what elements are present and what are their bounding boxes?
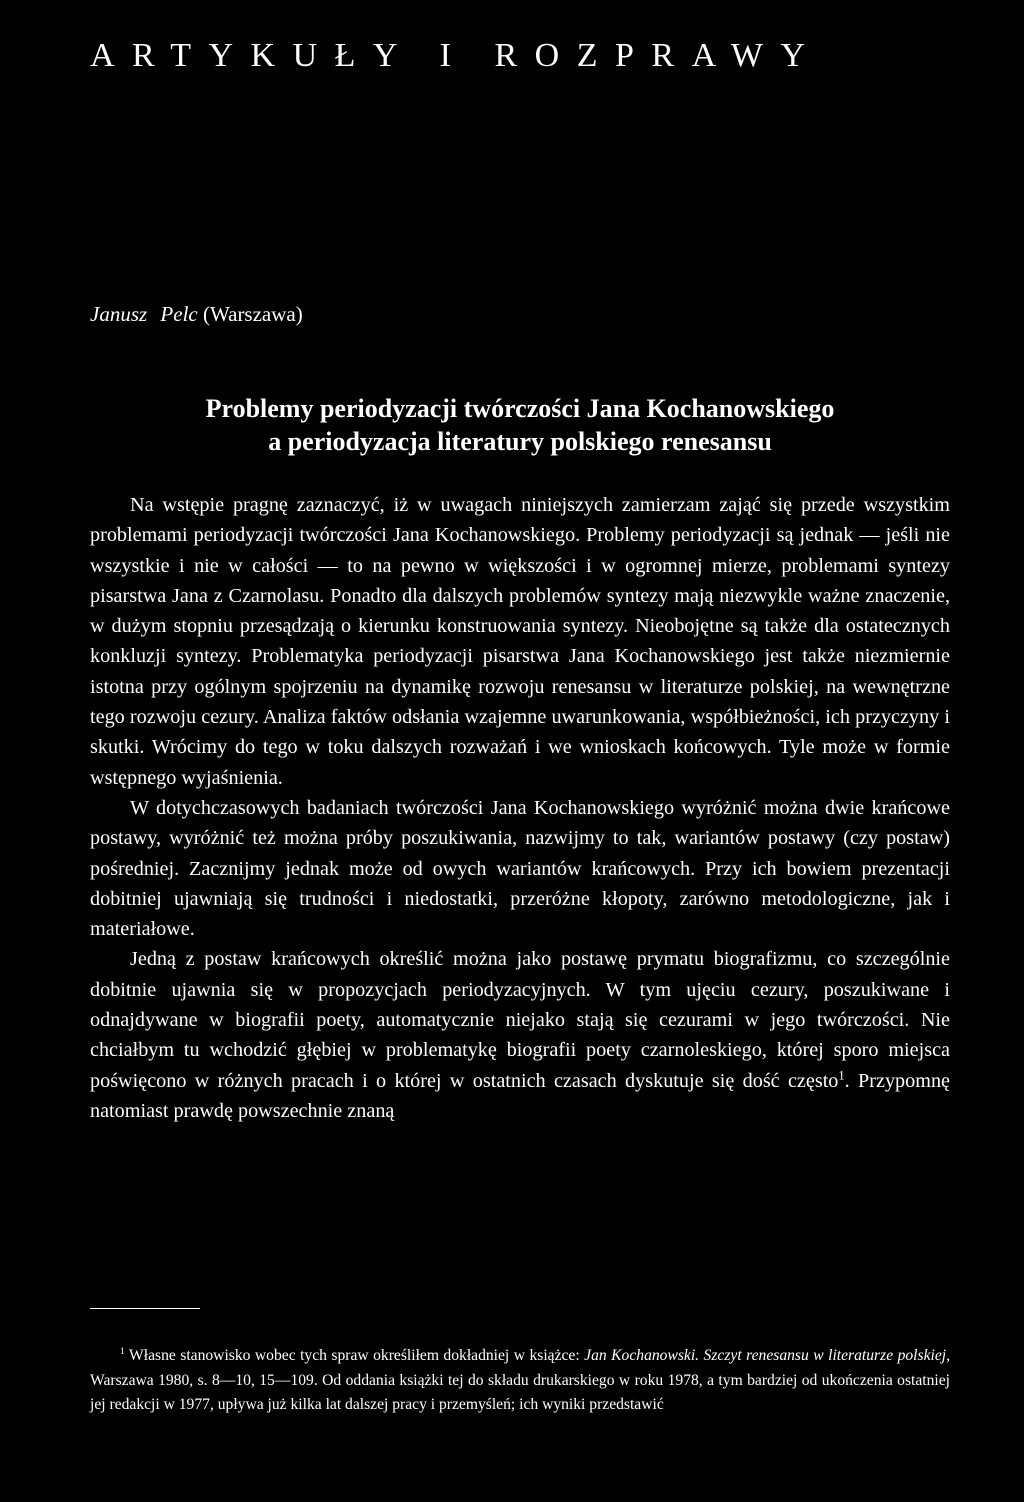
paragraph-3-text: Jedną z postaw krańcowych określić można jako postawę prymatu biografizmu, co szczególnie dobitnie ujawnia się w propozycjach periodyzacyjnych. W tym ujęciu cezury, poszukiwane i odnajdywane w biografii poety, automatycznie niejako stają się cezurami w jego twórczości. Nie chciałbym tu wchodzić głębiej w problematykę biografii poety czarnoleskiego, której sporo miejsca poświęcono w różnych pracach i o której w ostatnich czasach dyskutuje się dość często — [90, 948, 950, 1092]
footnote-mark: 1 — [120, 1345, 125, 1357]
author-name: Janusz Pelc — [90, 302, 198, 326]
article-title — [90, 392, 950, 458]
footnote-reference: 1 — [838, 1067, 845, 1082]
paragraph-2: W dotychczasowych badaniach twórczości Jana Kochanowskiego wyróżnić można dwie krańcowe postawy, wyróżnić też można próby poszukiwania, nazwijmy to tak, wariantów postawy (czy postaw) pośredniej. Zacznijmy jednak może od owych wariantów krańcowych. Przy ich bowiem prezentacji dobitniej ujawniają się trudności i niedostatki, przeróżne kłopoty, zarówno metodologiczne, jak i materiałowe. — [90, 796, 950, 941]
paragraph-3-end: . Przypomnę natomiast prawdę powszechnie znaną — [90, 1069, 950, 1122]
footnote-divider — [90, 1308, 200, 1309]
article-title-line-1: Problemy periodyzacji twórczości Jana Kochanowskiego — [205, 394, 835, 423]
author-affiliation: (Warszawa) — [202, 302, 303, 326]
footnote — [90, 1344, 950, 1418]
paragraph-1: Na wstępie pragnę zaznaczyć, iż w uwagach niniejszych zamierzam zająć się przede wszystkim problemami periodyzacji twórczości Jana Kochanowskiego. Problemy periodyzacji są jednak — jeśli nie wszystkie i nie w całości — to na pewno w większości i w ogromnej mierze, problemami syntezy pisarstwa Jana z Czarnolasu. Ponadto dla dalszych problemów syntezy mają niezwykle ważne znaczenie, w dużym stopniu przesądzają o kierunku konstruowania syntezy. Nieobojętne są także dla ostatecznych konkluzji syntezy. Problematyka periodyzacji pisarstwa Jana Kochanowskiego jest także niezmiernie istotna przy ogólnym spojrzeniu na dynamikę rozwoju renesansu w literaturze polskiej, na wewnętrzne tego rozwoju cezury. Analiza faktów odsłania wzajemne uwarunkowania, współbieżności, ich przyczyny i skutki. Wrócimy do tego w toku dalszych rozważań i we wnioskach końcowych. Tyle może w formie wstępnego wyjaśnienia. — [90, 494, 950, 789]
article-title-line-2: a periodyzacja literatury polskiego renesansu — [268, 427, 772, 456]
section-header: ARTYKUŁY I ROZPRAWY — [90, 37, 823, 74]
footnote-text-a: Własne stanowisko wobec tych spraw określiłem dokładniej w książce: — [129, 1347, 585, 1364]
paragraph-3 — [90, 944, 950, 1126]
article-body — [90, 490, 950, 1126]
footnote-book-title: Jan Kochanowski. Szczyt renesansu w literaturze polskiej, — [584, 1347, 950, 1364]
author-line — [90, 300, 303, 328]
footnote-text-b: Warszawa 1980, s. 8—10, 15—109. Od oddania książki tej do składu drukarskiego w roku 1978, a tym bardziej od ukończenia ostatniej jej redakcji w 1977, upływa już kilka lat dalszej pracy i przemyśleń; ich wyniki przedstawić — [90, 1371, 950, 1413]
